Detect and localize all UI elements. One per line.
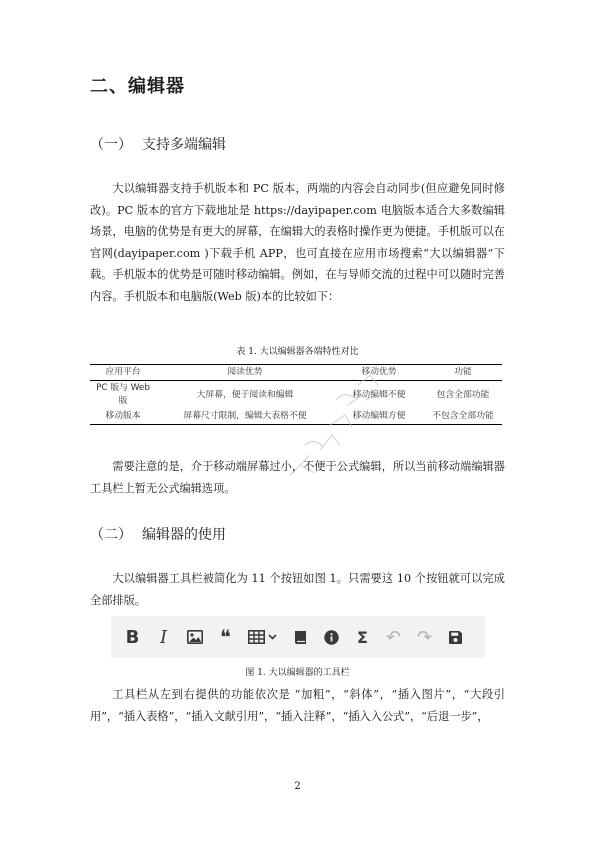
save-button[interactable] xyxy=(440,616,471,658)
quote-icon: ❝ xyxy=(220,625,231,649)
table-cell: 大屏幕，便于阅读和编辑 xyxy=(196,389,294,400)
undo-button[interactable] xyxy=(378,616,409,658)
bookmark-icon xyxy=(294,630,307,645)
table-cell: 移动编辑方便 xyxy=(352,411,406,421)
bold-button[interactable] xyxy=(117,616,148,658)
table-header-row xyxy=(90,365,502,381)
subsection-heading-1 xyxy=(90,134,226,154)
subsection-number: （一） xyxy=(90,137,132,153)
block-quote-button[interactable] xyxy=(210,616,241,658)
paragraph-toolbar-intro: 大以编辑器工具栏被简化为 11 个按钮如图 1。只需要这 10 个按钮就可以完成全部排版。 xyxy=(90,572,505,607)
save-icon xyxy=(448,630,463,645)
paragraph-multi-platform: 大以编辑器支持手机版本和 PC 版本，两端的内容会自动同步(但应避免同时修改)。PC 版本的官方下载地址是 https://dayipaper.com 电脑版本适合大多数编辑场景，电脑的优势是有更大的屏幕，在编辑大的表格时操作更为便捷。手机版可以在官网(dayipaper.com )下载手机 APP，也可直接在应用市场搜索“大以编辑器”下载。手机版本的优势是可随时移动编辑。例如，在与导师交流的过程中可以随时完善内容。手机版本和电脑版(Web 版)本的比较如下： xyxy=(90,182,505,303)
table-row xyxy=(90,381,502,410)
table-header-cell: 功能 xyxy=(454,367,472,377)
page-number: 2 xyxy=(294,781,301,792)
table-header-cell: 阅读优势 xyxy=(227,367,263,377)
bold-icon: B xyxy=(125,626,140,648)
insert-formula-button[interactable] xyxy=(347,616,378,658)
table-cell: 移动编辑不便 xyxy=(352,389,406,400)
table-caption: 表 1. 大以编辑器各端特性对比 xyxy=(236,347,359,357)
subsection-title: 支持多端编辑 xyxy=(142,137,226,153)
table-cell: PC 版与 Web 版 xyxy=(96,383,150,406)
subsection-number: （二） xyxy=(90,527,132,543)
table-row xyxy=(90,409,502,425)
table-header-cell: 移动优势 xyxy=(361,367,397,377)
insert-image-button[interactable] xyxy=(179,616,210,658)
figure-caption: 图 1. 大以编辑器的工具栏 xyxy=(245,668,350,678)
image-icon xyxy=(187,630,203,644)
table-cell: 不包含全部功能 xyxy=(432,411,494,421)
table-cell: 屏幕尺寸限制，编辑大表格不便 xyxy=(183,411,307,421)
insert-citation-button[interactable] xyxy=(285,616,316,658)
table-cell: 包含全部功能 xyxy=(436,389,490,400)
undo-icon: ↶ xyxy=(385,626,402,648)
redo-icon: ↷ xyxy=(416,626,433,648)
insert-note-button[interactable] xyxy=(316,616,347,658)
sigma-icon: Σ xyxy=(357,627,368,647)
insert-table-button[interactable] xyxy=(241,616,285,658)
table-header-cell: 应用平台 xyxy=(105,367,141,377)
section-title: 二、编辑器 xyxy=(90,76,185,97)
table-icon xyxy=(248,630,278,644)
italic-icon: I xyxy=(159,626,168,648)
table-cell: 移动版本 xyxy=(105,411,141,421)
comparison-table xyxy=(90,364,502,425)
subsection-title: 编辑器的使用 xyxy=(142,527,226,543)
paragraph-mobile-note: 需要注意的是，介于移动端屏幕过小，不便于公式编辑，所以当前移动端编辑器工具栏上暂无公式编辑选项。 xyxy=(90,460,505,495)
redo-button[interactable] xyxy=(409,616,440,658)
info-icon xyxy=(324,630,339,645)
italic-button[interactable] xyxy=(148,616,179,658)
editor-toolbar-figure xyxy=(111,616,485,658)
paragraph-toolbar-functions: 工具栏从左到右提供的功能依次是 “加粗”，“斜体”，“插入图片”，“大段引用”，“插入表格”，“插入文献引用”，“插入注释”，“插入入公式”，“后退一步”， xyxy=(90,688,505,723)
subsection-heading-2 xyxy=(90,524,226,544)
